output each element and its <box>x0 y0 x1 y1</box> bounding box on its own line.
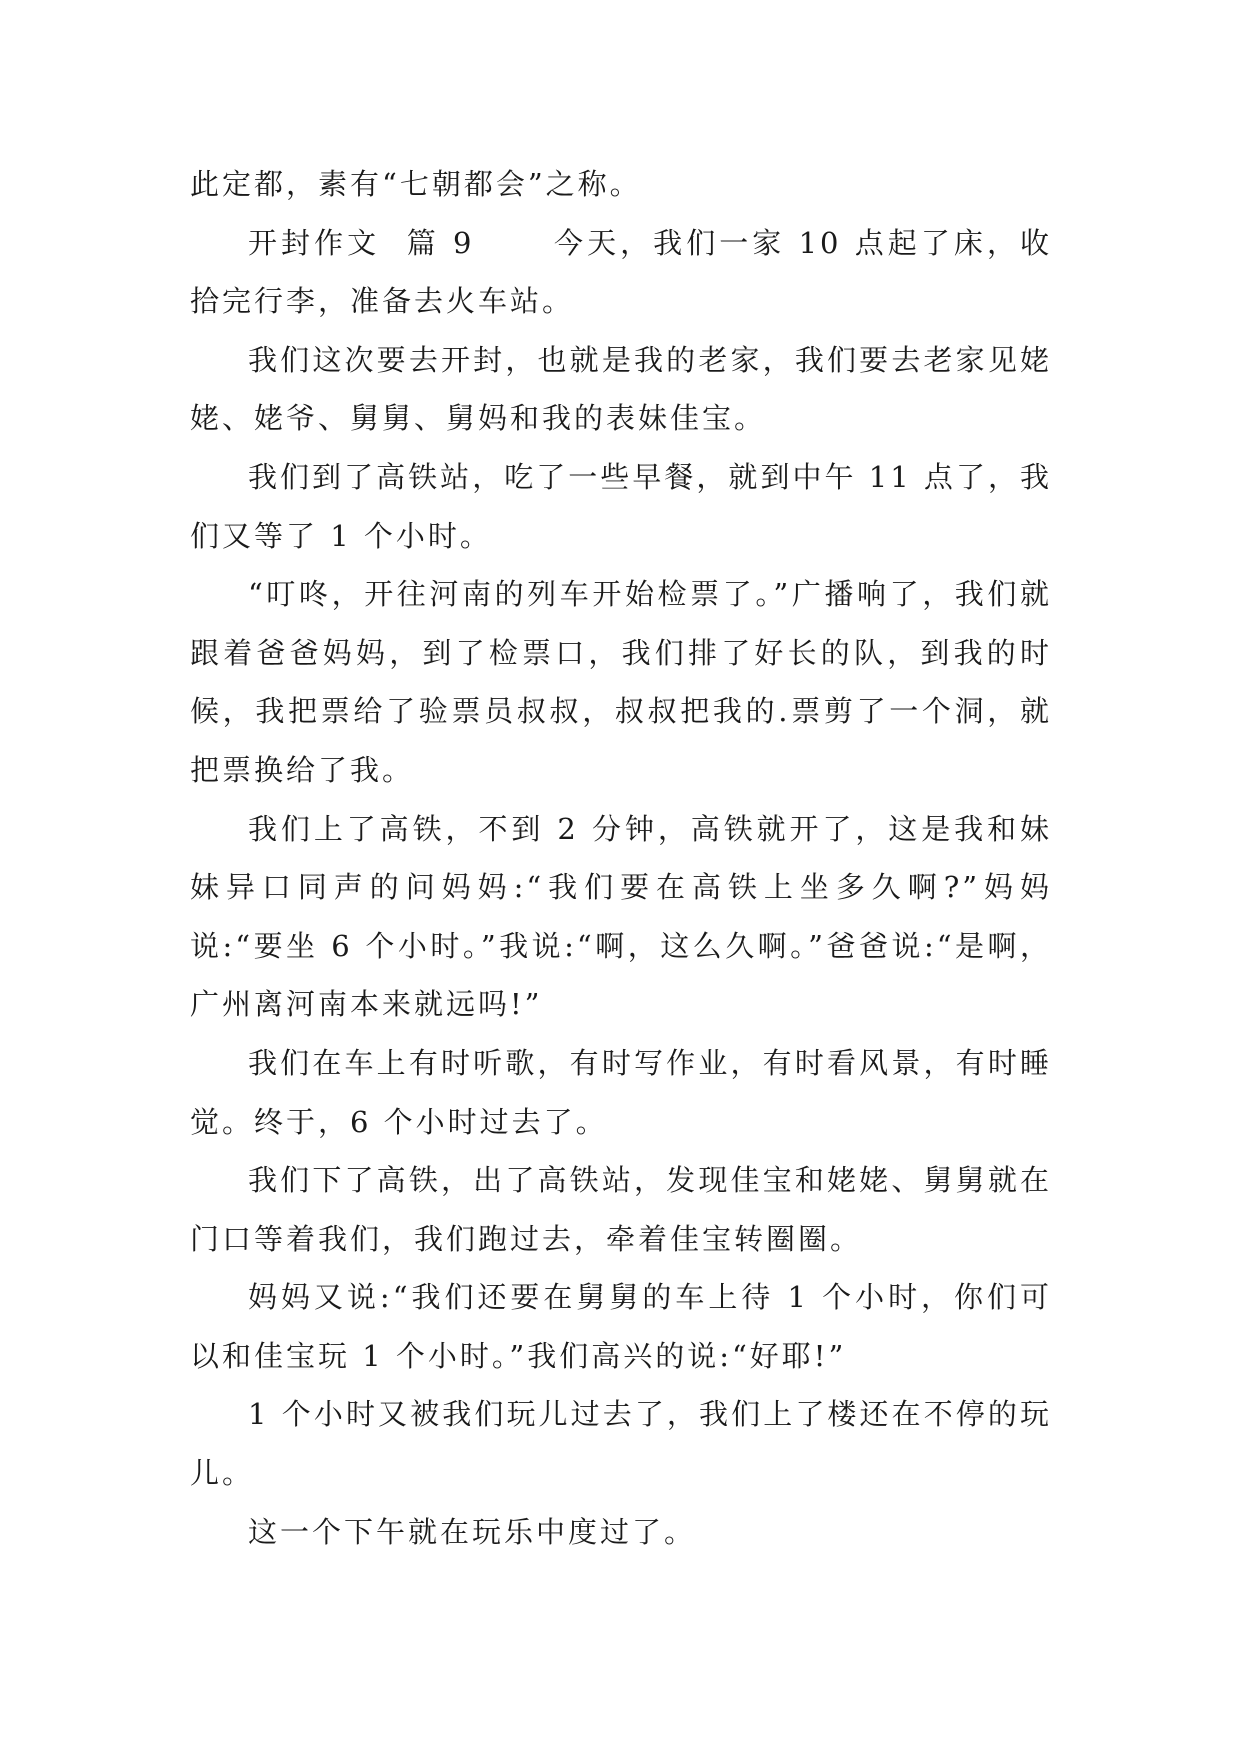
paragraph: 我们这次要去开封，也就是我的老家，我们要去老家见姥姥、姥爷、舅舅、舅妈和我的表妹佳宝。 <box>190 342 1052 436</box>
paragraph-section-heading: 开封作文 篇 9 今天，我们一家 10 点起了床，收拾完行李，准备去火车站。 <box>190 225 1052 319</box>
paragraph: 我们在车上有时听歌，有时写作业，有时看风景，有时睡觉。终于，6 个小时过去了。 <box>190 1045 1052 1139</box>
paragraph: 这一个下午就在玩乐中度过了。 <box>248 1514 697 1549</box>
paragraph: 此定都，素有“七朝都会”之称。 <box>190 167 642 201</box>
paragraph: 我们上了高铁，不到 2 分钟，高铁就开了，这是我和妹妹异口同声的问妈妈:“我们要在高铁上坐多久啊?”妈妈说:“要坐 6 个小时。”我说:“啊，这么久啊。”爸爸说:“是啊，广州离河南本来就远吗!” <box>190 811 1052 1022</box>
paragraph: 我们下了高铁，出了高铁站，发现佳宝和姥姥、舅舅就在门口等着我们，我们跑过去，牵着佳宝转圈圈。 <box>190 1163 1052 1256</box>
paragraph: 1 个小时又被我们玩儿过去了，我们上了楼还在不停的玩儿。 <box>190 1397 1052 1491</box>
paragraph: 妈妈又说:“我们还要在舅舅的车上待 1 个小时，你们可以和佳宝玩 1 个小时。”我们高兴的说:“好耶!” <box>190 1280 1053 1373</box>
paragraph: 我们到了高铁站，吃了一些早餐，就到中午 11 点了，我们又等了 1 个小时。 <box>190 459 1052 553</box>
article-body <box>190 155 1052 1561</box>
paragraph: “叮咚，开往河南的列车开始检票了。”广播响了，我们就跟着爸爸妈妈，到了检票口，我们排了好长的队，到我的时候，我把票给了验票员叔叔，叔叔把我的.票剪了一个洞，就把票换给了我。 <box>190 577 1052 787</box>
